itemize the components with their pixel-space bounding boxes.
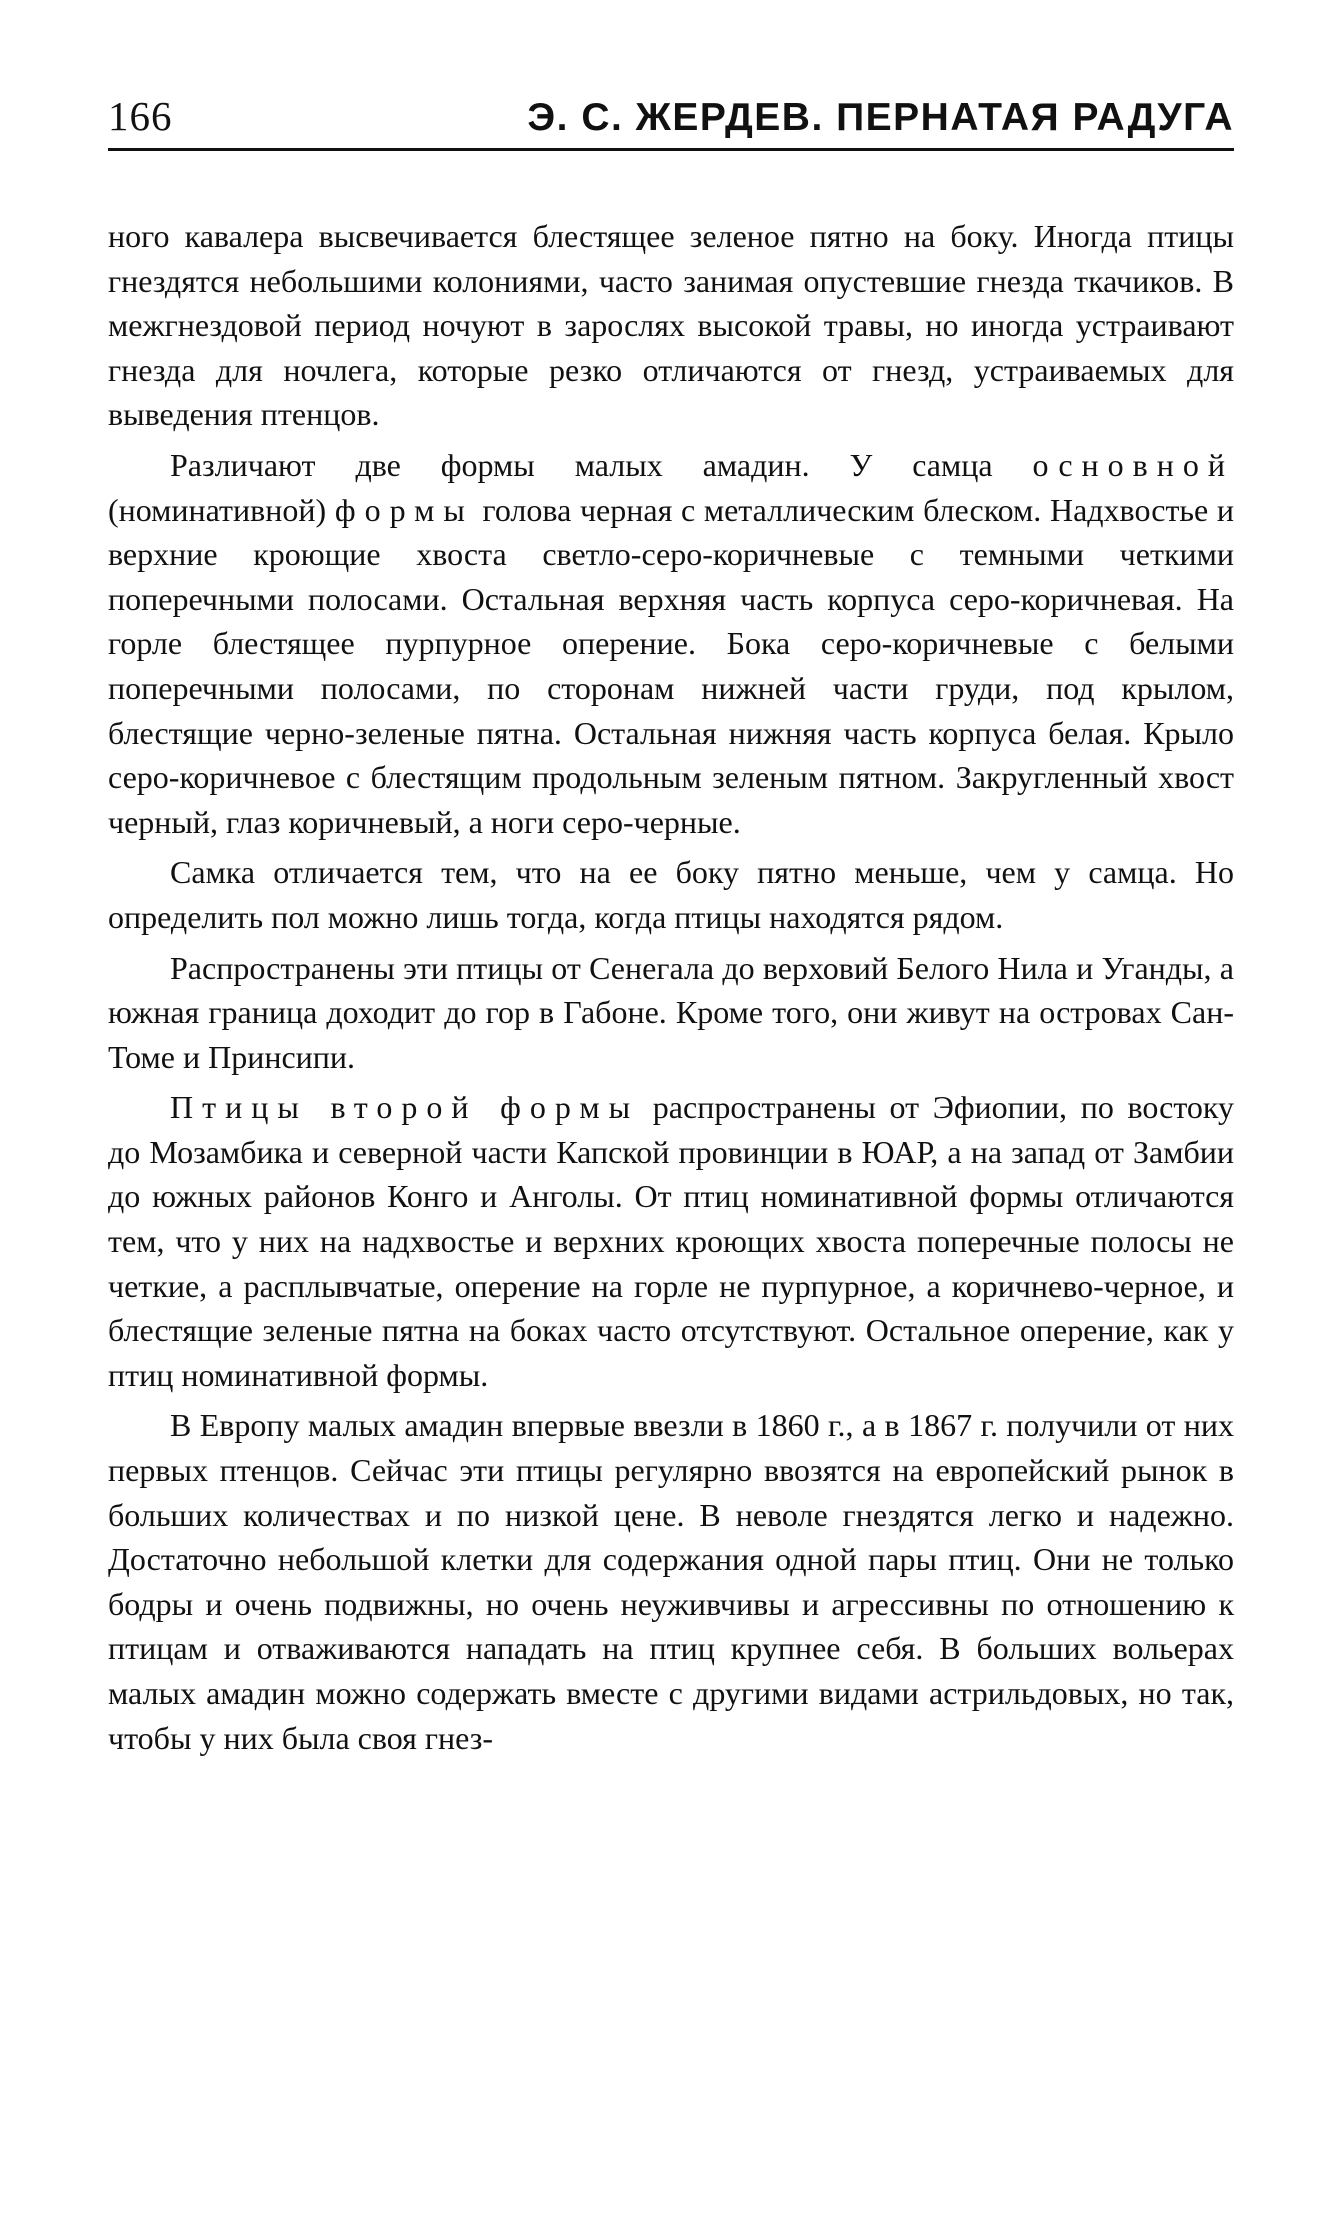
text-run: (номинативной) — [108, 491, 335, 528]
paragraph-text: Самка отличается тем, что на ее боку пятно меньше, чем у самца. Но определить пол можно лишь тогда, когда птицы находятся рядом. — [108, 854, 1234, 935]
paragraph — [108, 1403, 1234, 1760]
text-run: распространены от Эфиопии, по востоку до Мозамбика и северной части Капской провинции в ЮАР, а на запад от Замбии до южных районов Конго и Анголы. От птиц номинативной формы отличаются тем, что у них на надхвостье и верхних кроющих хвоста поперечные полосы не четкие, а расплывчатые, оперение на горле не пурпурное, а коричнево-черное, и блестящие зеленые пятна на боках часто отсутствуют. Остальное оперение, как у птиц номинативной формы. — [108, 1089, 1235, 1393]
body-text — [108, 214, 1234, 1760]
paragraph-text: В Европу малых амадин впервые ввезли в 1860 г., а в 1867 г. получили от них первых птенцов. Сейчас эти птицы регулярно ввозятся на европейский рынок в больших количествах и по низкой цене. В неволе гнездятся легко и надежно. Достаточно небольшой клетки для содержания одной пары птиц. Они не только бодры и очень подвижны, но очень неуживчивы и агрессивны по отношению к птицам и отваживаются нападать на птиц крупнее себя. В больших вольерах малых амадин можно содержать вместе с другими видами астрильдовых, но так, чтобы у них была своя гнез- — [108, 1407, 1234, 1756]
text-run: Различают две формы малых амадин. У самца — [170, 446, 1033, 483]
paragraph — [108, 443, 1234, 844]
paragraph-text: Распространены эти птицы от Сенегала до верховий Белого Нила и Уганды, а южная граница доходит до гор в Габоне. Кроме того, они живут на островах Сан-Томе и Принсипи. — [108, 949, 1234, 1075]
spaced-emphasis: основной — [1032, 446, 1234, 483]
paragraph — [108, 1085, 1234, 1397]
paragraph-text: ного кавалера высвечивается блестящее зеленое пятно на боку. Иногда птицы гнездятся небольшими колониями, часто занимая опустевшие гнезда ткачиков. В межгнездовой период ночуют в зарослях высокой травы, но иногда устраивают гнезда для ночлега, которые резко отличаются от гнезд, устраиваемых для выведения птенцов. — [108, 218, 1234, 433]
page-number: 166 — [108, 93, 173, 139]
text-run: голова черная с металлическим блеском. Надхвостье и верхние кроющие хвоста светло-серо-коричневые с темными четкими поперечными полосами. Остальная верхняя часть корпуса серо-коричневая. На горле блестящее пурпурное оперение. Бока серо-коричневые с белыми поперечными полосами, по сторонам нижней части груди, под крылом, блестящие черно-зеленые пятна. Остальная нижняя часть корпуса белая. Крыло серо-коричневое с блестящим продольным зеленым пятном. Закругленный хвост черный, глаз коричневый, а ноги серо-черные. — [108, 491, 1235, 840]
book-page — [108, 92, 1234, 1766]
paragraph — [108, 850, 1234, 939]
paragraph — [108, 214, 1234, 437]
paragraph — [108, 946, 1234, 1080]
spaced-emphasis: Птицы второй формы — [170, 1089, 640, 1126]
spaced-emphasis: формы — [334, 491, 474, 528]
page-header — [108, 92, 1234, 151]
running-title: Э. С. ЖЕРДЕВ. ПЕРНАТАЯ РАДУГА — [527, 96, 1234, 139]
